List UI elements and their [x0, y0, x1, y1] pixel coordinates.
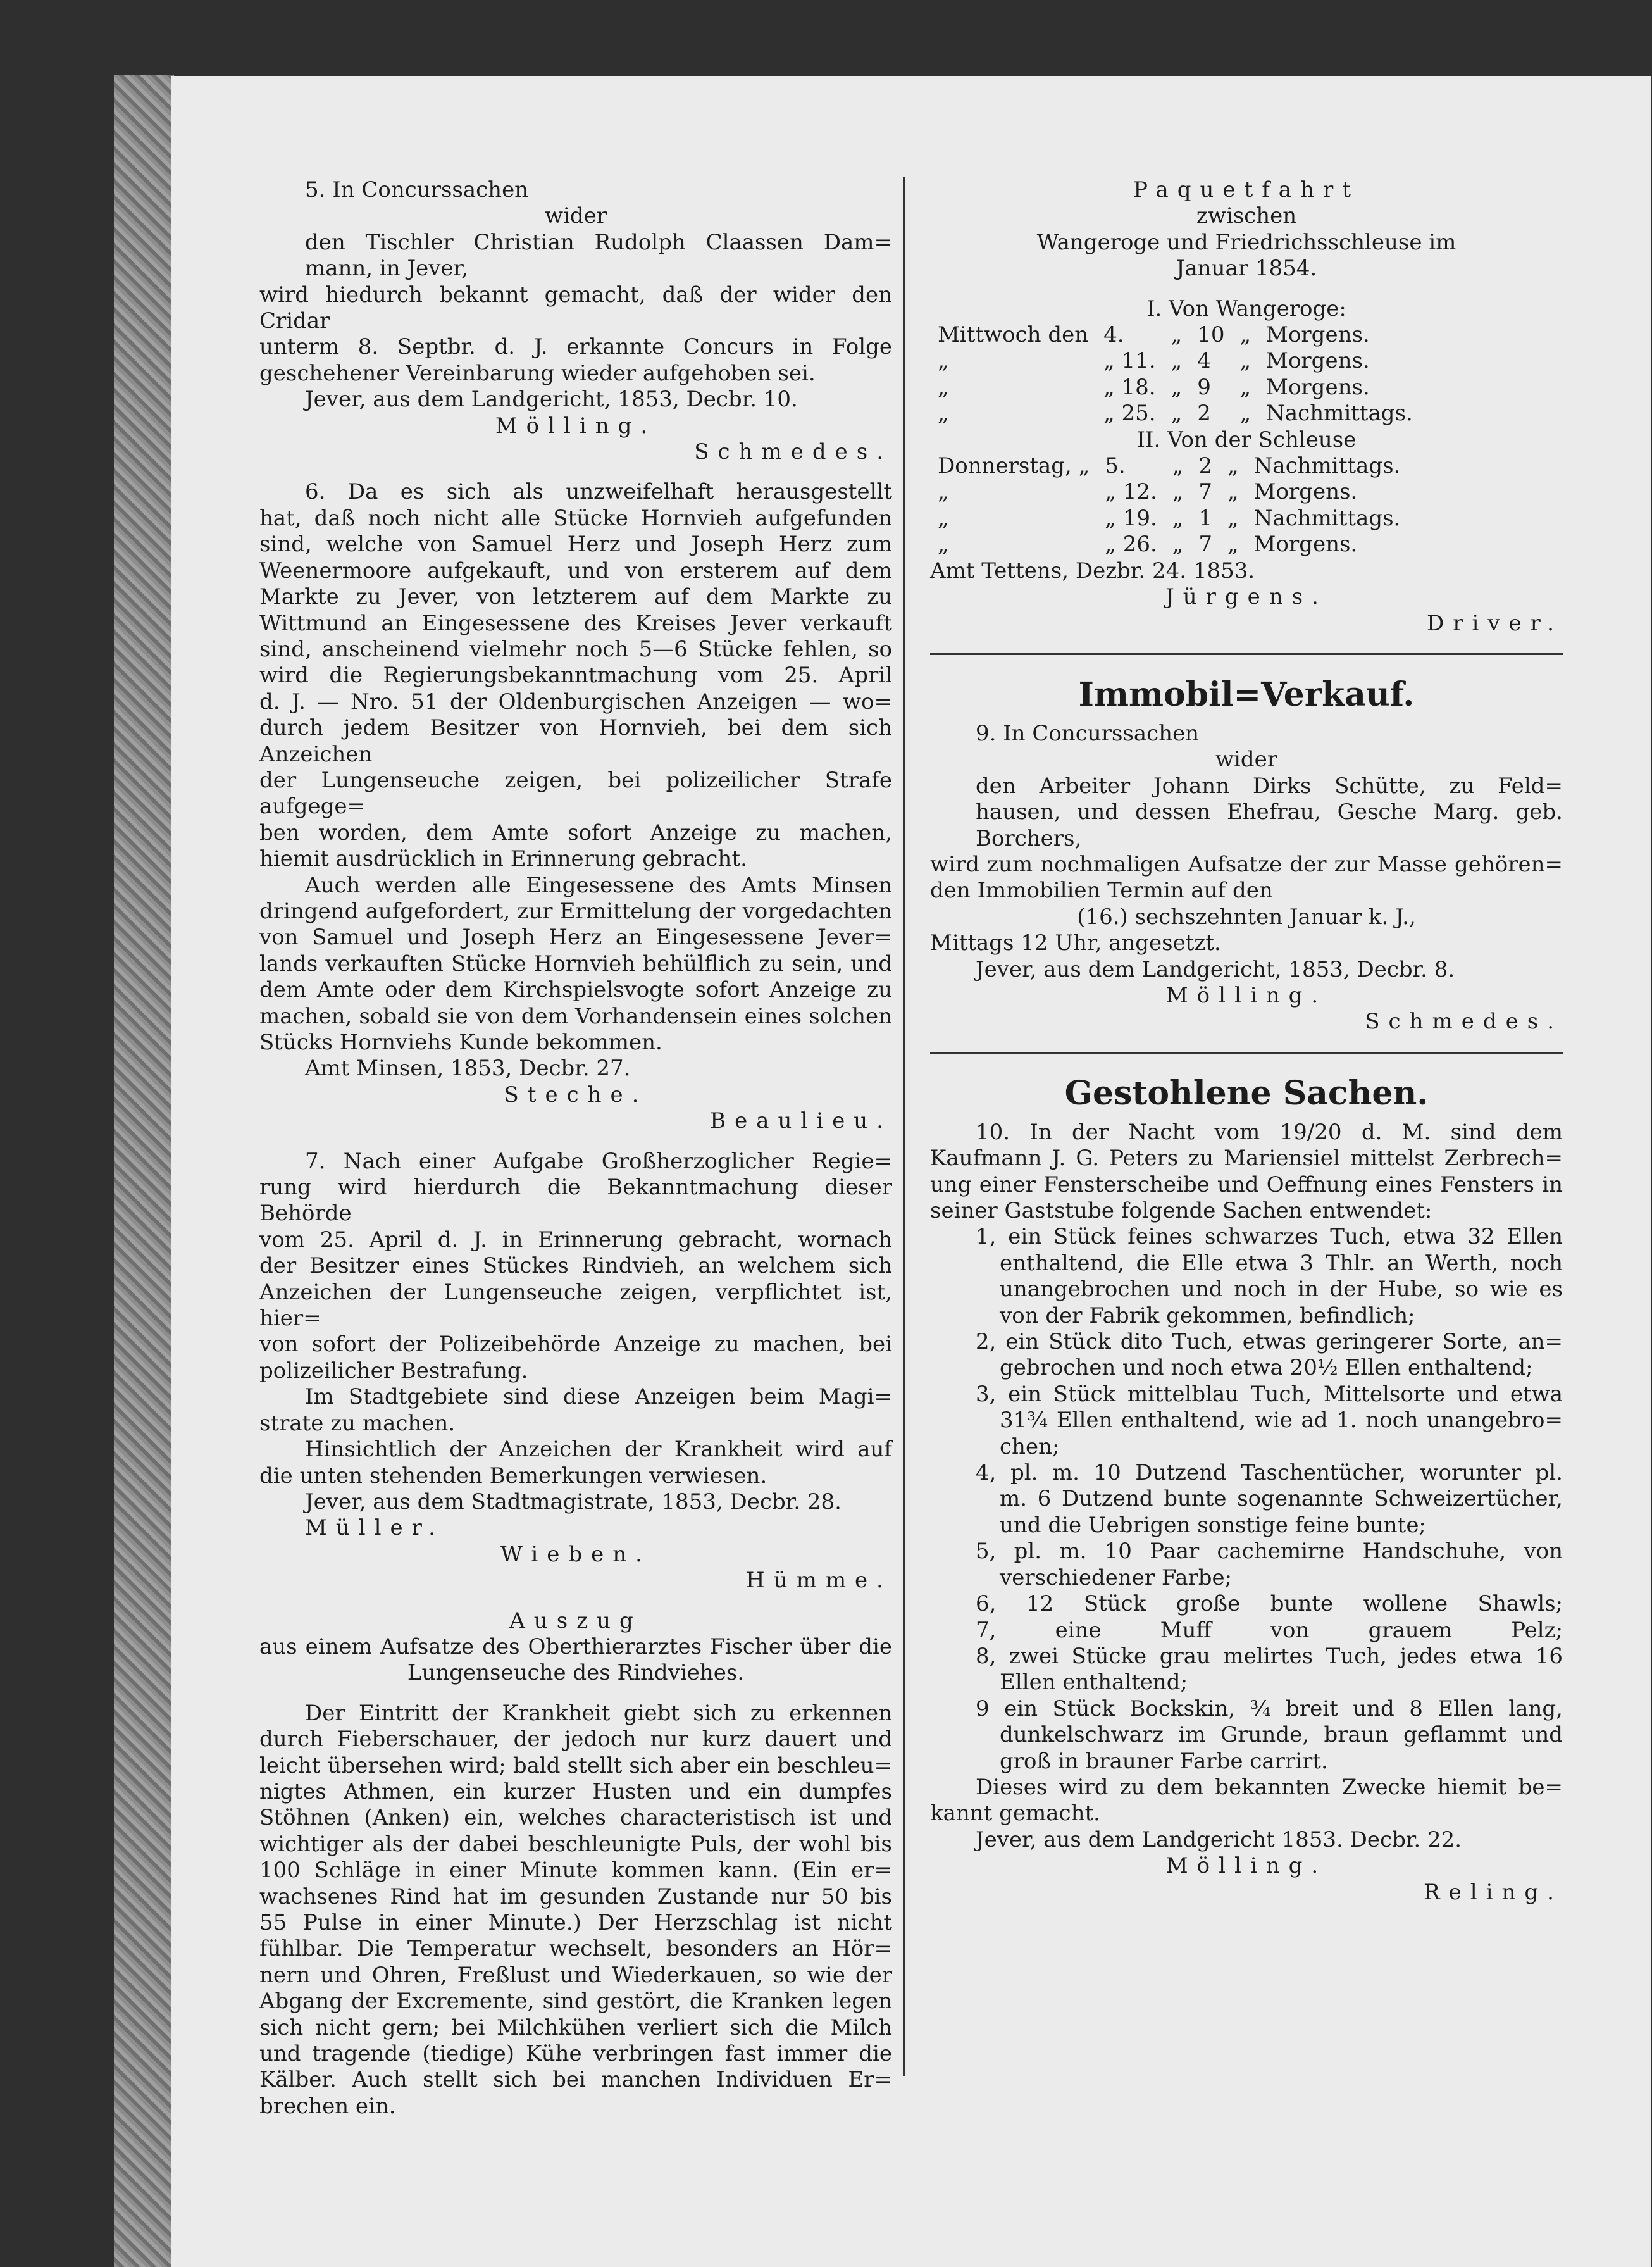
schedule-cell: „ [938, 401, 949, 427]
schedule-cell: „ [1227, 479, 1239, 505]
schedule-cell: „ [938, 505, 949, 531]
schedule-cell: 9 [1197, 374, 1211, 400]
text-line: den Immobilien Termin auf den [930, 878, 1273, 904]
schedule-row [930, 375, 1420, 401]
text-line: 55 Pulse in einer Minute.) Der Herzschlag ist nicht [259, 1910, 892, 1935]
text-line: Januar 1854. [1176, 256, 1317, 282]
text-line: Kaufmann J. G. Peters zu Mariensiel mittelst Zerbrech= [930, 1146, 1563, 1171]
text-line: Jever, aus dem Stadtmagistrate, 1853, Decbr. 28. [305, 1489, 842, 1514]
text-line: rung wird hierdurch die Bekanntmachung dieser Behörde [259, 1175, 892, 1227]
text-line: geschehener Vereinbarung wieder aufgehoben sei. [259, 360, 816, 386]
schedule-cell: Morgens. [1266, 322, 1370, 348]
text-line: aus einem Aufsatze des Oberthierarztes Fischer über die [259, 1633, 892, 1659]
text-line: unterm 8. Septbr. d. J. erkannte Concurs in Folge [259, 334, 892, 360]
text-line: 10. In der Nacht vom 19/20 d. M. sind dem [976, 1119, 1563, 1145]
text-line: lands verkauften Stücke Hornvieh behülflich zu sein, und [259, 951, 892, 977]
text-line: leicht übersehen wird; bald stellt sich aber ein beschleu= [259, 1752, 892, 1778]
text-line: Müller. [305, 1515, 444, 1541]
schedule-cell: Morgens. [1253, 479, 1358, 505]
signature: Driver. [1426, 610, 1563, 636]
text-line: Der Eintritt der Krankheit giebt sich zu erkennen [305, 1700, 892, 1726]
text-line: wird hiedurch bekannt gemacht, daß der wider den Cridar [259, 282, 892, 334]
item-line: 5, pl. m. 10 Paar cachemirne Handschuhe, von [976, 1539, 1563, 1564]
schedule-cell: „ [1172, 505, 1184, 531]
text-line: Markte zu Jever, von letzterem auf dem Markte zu [259, 584, 892, 610]
text-line: Schmedes. [694, 439, 892, 465]
text-line: Mölling. [495, 413, 657, 439]
schedule-cell: Mittwoch den [938, 322, 1089, 348]
column-divider [903, 177, 905, 2076]
text-line: Im Stadtgebiete sind diese Anzeigen beim Magi= [305, 1384, 892, 1410]
schedule-cell: „ [1227, 453, 1239, 479]
text-line: Amt Minsen, 1853, Decbr. 27. [305, 1056, 631, 1082]
text-line: dem Amte oder dem Kirchspielsvogte sofort Anzeige zu [259, 977, 892, 1003]
text-line: und tragende (tiedige) Kühe verbringen fast immer die [259, 2041, 892, 2067]
schedule-heading: I. Von Wangeroge: [1146, 296, 1346, 322]
item-line: 9 ein Stück Bockskin, ¾ breit und 8 Ellen lang, [976, 1696, 1563, 1721]
item-line: 31¾ Ellen enthaltend, wie ad 1. noch unangebro= [1000, 1408, 1563, 1433]
spacer [259, 1594, 892, 1608]
schedule-cell: „ [938, 479, 949, 505]
text-line: Stöhnen (Anken) ein, welches characteristisch ist und [259, 1805, 892, 1831]
text-line: Kälber. Auch stellt sich bei manchen Individuen Er= [259, 2067, 892, 2093]
text-line: (16.) sechszehnten Januar k. J., [1077, 904, 1416, 930]
schedule-cell: Morgens. [1266, 348, 1370, 374]
schedule-cell: 10 [1197, 322, 1225, 348]
text-line: Abgang der Excremente, sind gestört, die Kranken legen [259, 1989, 892, 2014]
text-line: Wieben. [500, 1541, 651, 1567]
schedule-cell: 4 [1197, 348, 1211, 374]
gestohlen-heading: Gestohlene Sachen. [1064, 1073, 1429, 1113]
schedule-row [930, 401, 1420, 427]
text-line: Paquetfahrt [1133, 177, 1360, 203]
text-line: hausen, und dessen Ehefrau, Gesche Marg. geb. [976, 799, 1563, 825]
text-line: strate zu machen. [259, 1410, 456, 1436]
text-line: Auch werden alle Eingesessene des Amts Minsen [305, 872, 892, 898]
text-line: dringend aufgefordert, zur Ermittelung der vorgedachten [259, 898, 892, 924]
text-line: kannt gemacht. [930, 1801, 1100, 1827]
schedule-cell: „ 25. [1103, 401, 1156, 427]
text-line: wird die Regierungsbekanntmachung vom 25. April [259, 663, 892, 689]
schedule-cell: „ [1227, 505, 1239, 531]
schedule-cell: „ [1172, 479, 1184, 505]
schedule-cell: „ [1172, 532, 1184, 558]
text-line: sind, anscheinend vielmehr noch 5—6 Stücke fehlen, so [259, 636, 892, 662]
text-line: der Besitzer eines Stückes Rindvieh, an welchem sich [259, 1253, 892, 1279]
schedule-cell: „ 11. [1103, 348, 1156, 374]
text-line: sich nicht gern; bei Milchkühen verliert sich die Milch [259, 2014, 892, 2040]
schedule-cell: 5. [1105, 453, 1126, 479]
spacer [259, 465, 892, 479]
text-line: Jever, aus dem Landgericht, 1853, Decbr. 10. [305, 387, 798, 413]
schedule-cell: Morgens. [1253, 532, 1358, 558]
schedule-row [930, 348, 1420, 374]
text-line: sind, welche von Samuel Herz und Joseph Herz zum [259, 532, 892, 558]
schedule-cell: „ [1239, 348, 1251, 374]
text-line: von sofort der Polizeibehörde Anzeige zu machen, bei [259, 1332, 892, 1358]
schedule-cell: 4. [1103, 322, 1124, 348]
text-line: vom 25. April d. J. in Erinnerung gebracht, wornach [259, 1227, 892, 1252]
schedule-from-schleuse [930, 453, 1408, 558]
item-line: chen; [1000, 1433, 1060, 1459]
schedule-cell: Donnerstag, „ [938, 453, 1090, 479]
item-line: 2, ein Stück dito Tuch, etwas geringerer Sorte, an= [976, 1329, 1563, 1355]
place-date: Amt Tettens, Dezbr. 24. 1853. [930, 558, 1255, 584]
schedule-cell: „ [1171, 322, 1183, 348]
item-line: dunkelschwarz im Grunde, braun geflammt und [1000, 1722, 1563, 1748]
schedule-cell: Nachmittags. [1253, 453, 1401, 479]
schedule-cell: „ [1171, 374, 1183, 400]
text-line: den Arbeiter Johann Dirks Schütte, zu Feld= [976, 773, 1563, 799]
schedule-cell: „ 12. [1105, 479, 1157, 505]
text-line: 9. In Concurssachen [976, 720, 1200, 746]
text-line: zwischen [1196, 203, 1297, 229]
item-line: m. 6 Dutzend bunte sogenannte Schweizertücher, [1000, 1486, 1563, 1512]
text-line: Wittmund an Eingesessene des Kreises Jever verkauft [259, 610, 892, 636]
item-line: verschiedener Farbe; [1000, 1564, 1233, 1590]
schedule-row [930, 453, 1408, 479]
text-line: Weenermoore aufgekauft, und von ersterem auf dem [259, 558, 892, 584]
text-line: d. J. — Nro. 51 der Oldenburgischen Anzeigen — wo= [259, 689, 892, 715]
text-line: Beaulieu. [710, 1108, 892, 1134]
book-binding [114, 75, 174, 2267]
schedule-cell: „ [1171, 348, 1183, 374]
text-line: die unten stehenden Bemerkungen verwiesen. [259, 1463, 767, 1489]
text-line: 6. Da es sich als unzweifelhaft herausgestellt [305, 479, 892, 505]
text-line: polizeilicher Bestrafung. [259, 1358, 528, 1383]
item-line: 8, zwei Stücke grau melirtes Tuch, jedes etwa 16 [976, 1643, 1563, 1669]
text-line: Stücks Hornviehs Kunde bekommen. [259, 1030, 662, 1055]
text-line: Jever, aus dem Landgericht 1853. Decbr. 22. [976, 1827, 1462, 1852]
schedule-cell: „ 26. [1105, 532, 1157, 558]
schedule-cell: Nachmittags. [1253, 505, 1401, 531]
section-rule [930, 653, 1563, 655]
auszug-title: Auszug [509, 1608, 642, 1633]
item-line: 7, eine Muff von grauem Pelz; [976, 1617, 1563, 1643]
item-line: von der Fabrik gekommen, befindlich; [1000, 1302, 1415, 1328]
spacer [259, 1135, 892, 1149]
spacer [259, 1687, 892, 1701]
item-line: und die Uebrigen sonstige feine bunte; [1000, 1512, 1426, 1538]
schedule-cell: 2 [1197, 401, 1211, 427]
schedule-cell: Nachmittags. [1266, 401, 1413, 427]
text-line: Hinsichtlich der Anzeichen der Krankheit wird auf [305, 1437, 892, 1463]
schedule-cell: „ [938, 348, 949, 374]
text-line: durch jedem Besitzer von Hornvieh, bei dem sich Anzeichen [259, 715, 892, 767]
item-line: gebrochen und noch etwa 20½ Ellen enthaltend; [1000, 1355, 1533, 1381]
item-line: unangebrochen und noch in der Hube, so wie es [1000, 1277, 1563, 1302]
text-line: 7. Nach einer Aufgabe Großherzoglicher Regie= [305, 1148, 892, 1174]
text-line: Mölling. [1165, 982, 1327, 1008]
text-line: Wangeroge und Friedrichsschleuse im [1036, 229, 1456, 255]
schedule-cell: „ [1239, 374, 1251, 400]
text-line: Anzeichen der Lungenseuche zeigen, verpflichtet ist, hier= [259, 1279, 892, 1332]
immobil-heading: Immobil=Verkauf. [1078, 675, 1415, 714]
text-line: durch Fieberschauer, der jedoch nur kurz dauert und [259, 1727, 892, 1752]
text-line: hiemit ausdrücklich in Erinnerung gebracht. [259, 846, 747, 872]
schedule-cell: Morgens. [1266, 374, 1370, 400]
item-line: 1, ein Stück feines schwarzes Tuch, etwa 32 Ellen [976, 1224, 1563, 1250]
text-line: Reling. [1424, 1879, 1563, 1905]
item-line: Ellen enthaltend; [1000, 1670, 1188, 1696]
text-line: 100 Schläge in einer Minute kommen kann. (Ein er= [259, 1858, 892, 1883]
text-line: wider [1215, 747, 1278, 773]
text-line: brechen ein. [259, 2093, 396, 2119]
schedule-heading: II. Von der Schleuse [1136, 427, 1357, 453]
text-line: Steche. [504, 1082, 648, 1108]
spacer [930, 282, 1563, 296]
schedule-from-wangeroge [930, 322, 1420, 427]
text-line: seiner Gaststube folgende Sachen entwendet: [930, 1198, 1432, 1223]
schedule-cell: 7 [1198, 479, 1213, 505]
schedule-cell: „ [938, 532, 949, 558]
newspaper-page [171, 76, 1651, 2267]
item-line: groß in brauner Farbe carrirt. [1000, 1748, 1328, 1774]
text-line: machen, sobald sie von dem Vorhandensein eines solchen [259, 1003, 892, 1029]
schedule-row [930, 506, 1408, 532]
text-line: Borchers, [976, 825, 1082, 851]
text-line: wachsenes Rind hat im gesunden Zustande nur 50 bis [259, 1883, 892, 1909]
text-line: Jever, aus dem Landgericht, 1853, Decbr. 8. [976, 956, 1455, 982]
schedule-row [930, 532, 1408, 558]
schedule-cell: 1 [1198, 505, 1213, 531]
text-line: nigtes Athmen, ein kurzer Husten und ein dumpfes [259, 1778, 892, 1804]
text-line: von Samuel und Joseph Herz an Eingesessene Jever= [259, 925, 892, 951]
text-line: den Tischler Christian Rudolph Claassen Dam= [305, 229, 892, 255]
text-line: hat, daß noch nicht alle Stücke Hornvieh aufgefunden [259, 505, 892, 531]
text-line: Dieses wird zu dem bekannten Zwecke hiemit be= [976, 1774, 1563, 1800]
schedule-cell: 7 [1198, 532, 1213, 558]
schedule-cell: „ [1239, 401, 1251, 427]
text-line: ben worden, dem Amte sofort Anzeige zu machen, [259, 820, 892, 846]
text-line: Lungenseuche des Rindviehes. [407, 1660, 745, 1686]
item-line: 6, 12 Stück große bunte wollene Shawls; [976, 1591, 1563, 1617]
text-line: Schmedes. [1365, 1009, 1563, 1035]
left-column [259, 177, 892, 2120]
text-line: wird zum nochmaligen Aufsatze der zur Masse gehören= [930, 851, 1563, 877]
schedule-cell: „ [1227, 532, 1239, 558]
text-line: fühlbar. Die Temperatur wechselt, besonders an Hör= [259, 1936, 892, 1962]
schedule-cell: 2 [1198, 453, 1213, 479]
schedule-cell: „ [1239, 322, 1251, 348]
section-rule [930, 1052, 1563, 1054]
text-line: wichtiger als der dabei beschleunigte Puls, der wohl bis [259, 1831, 892, 1857]
item-line: 3, ein Stück mittelblau Tuch, Mittelsorte und etwa [976, 1381, 1563, 1407]
schedule-cell: „ [1172, 453, 1184, 479]
text-line: mann, in Jever, [305, 256, 468, 282]
text-line: 5. In Concurssachen [305, 177, 529, 203]
text-line: wider [544, 203, 607, 229]
right-column [930, 177, 1563, 1906]
text-line: nern und Ohren, Freßlust und Wiederkauen, so wie der [259, 1962, 892, 1988]
item-line: enthaltend, die Elle etwa 3 Thlr. an Werth, noch [1000, 1250, 1563, 1276]
schedule-cell: „ 19. [1105, 505, 1157, 531]
signature: Jürgens. [1165, 584, 1327, 610]
item-line: 4, pl. m. 10 Dutzend Taschentücher, worunter pl. [976, 1460, 1563, 1486]
schedule-cell: „ 18. [1103, 374, 1156, 400]
text-line: ung einer Fensterscheibe und Oeffnung eines Fensters in [930, 1171, 1563, 1197]
text-line: der Lungenseuche zeigen, bei polizeilicher Strafe aufgege= [259, 767, 892, 820]
text-line: Hümme. [746, 1568, 892, 1594]
schedule-cell: „ [938, 374, 949, 400]
schedule-row [930, 322, 1420, 348]
schedule-cell: „ [1171, 401, 1183, 427]
text-line: Mölling. [1165, 1853, 1327, 1879]
schedule-row [930, 479, 1408, 505]
text-line: Mittags 12 Uhr, angesetzt. [930, 930, 1221, 956]
